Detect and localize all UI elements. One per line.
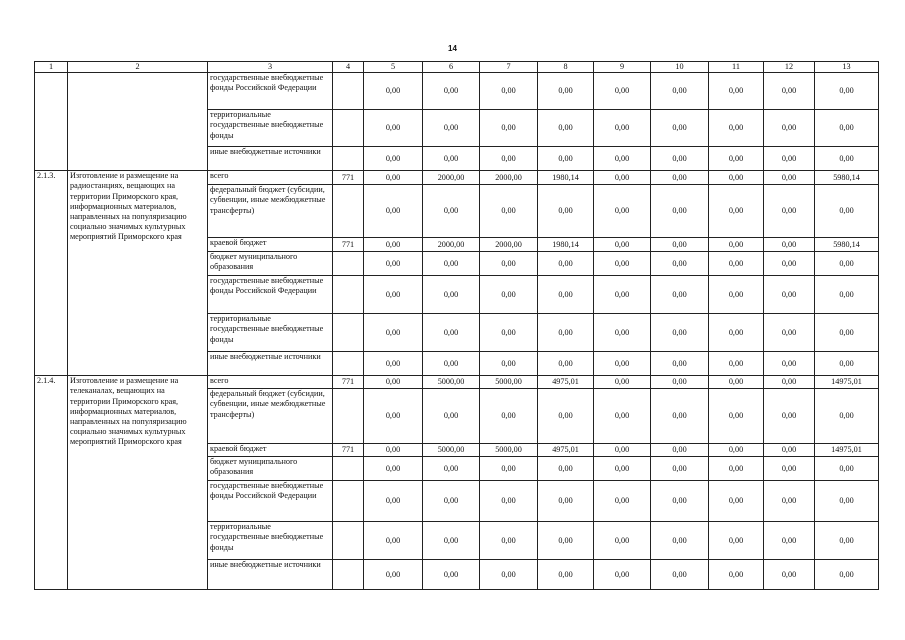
value-cell: 0,00 [480, 276, 538, 314]
header-cell: 7 [480, 62, 538, 73]
value-cell: 0,00 [709, 73, 764, 110]
code-cell [333, 481, 364, 522]
header-cell: 5 [364, 62, 423, 73]
value-cell: 2000,00 [480, 171, 538, 185]
value-cell: 0,00 [364, 185, 423, 238]
value-cell: 0,00 [764, 522, 815, 560]
value-cell: 0,00 [538, 110, 594, 147]
value-cell: 4975,01 [538, 444, 594, 457]
value-cell: 0,00 [423, 185, 480, 238]
value-cell: 0,00 [538, 352, 594, 376]
value-cell: 0,00 [651, 376, 709, 389]
value-cell: 0,00 [594, 314, 651, 352]
value-cell: 0,00 [815, 522, 879, 560]
value-cell: 0,00 [764, 560, 815, 590]
header-cell: 13 [815, 62, 879, 73]
funding-source-cell: всего [208, 171, 333, 185]
value-cell: 0,00 [651, 560, 709, 590]
value-cell: 0,00 [594, 73, 651, 110]
value-cell: 0,00 [594, 481, 651, 522]
value-cell: 0,00 [764, 252, 815, 276]
value-cell: 0,00 [423, 147, 480, 171]
value-cell: 0,00 [538, 314, 594, 352]
value-cell: 0,00 [651, 457, 709, 481]
value-cell: 0,00 [815, 252, 879, 276]
value-cell: 0,00 [364, 110, 423, 147]
value-cell: 0,00 [480, 147, 538, 171]
value-cell: 0,00 [594, 171, 651, 185]
code-cell: 771 [333, 444, 364, 457]
value-cell: 0,00 [364, 352, 423, 376]
funding-source-cell: краевой бюджет [208, 444, 333, 457]
value-cell: 0,00 [423, 314, 480, 352]
value-cell: 0,00 [764, 389, 815, 444]
funding-source-cell: краевой бюджет [208, 238, 333, 252]
value-cell: 0,00 [538, 481, 594, 522]
value-cell: 0,00 [764, 457, 815, 481]
value-cell: 0,00 [651, 238, 709, 252]
code-cell [333, 147, 364, 171]
value-cell: 0,00 [594, 110, 651, 147]
value-cell: 0,00 [480, 389, 538, 444]
value-cell: 0,00 [538, 560, 594, 590]
funding-source-cell: иные внебюджетные источники [208, 352, 333, 376]
value-cell: 0,00 [364, 560, 423, 590]
value-cell: 0,00 [709, 276, 764, 314]
value-cell: 0,00 [709, 444, 764, 457]
value-cell: 0,00 [651, 481, 709, 522]
value-cell: 0,00 [651, 276, 709, 314]
value-cell: 0,00 [594, 276, 651, 314]
budget-table [34, 61, 879, 590]
value-cell: 0,00 [594, 457, 651, 481]
header-cell: 6 [423, 62, 480, 73]
value-cell: 0,00 [538, 389, 594, 444]
value-cell: 0,00 [480, 481, 538, 522]
table-body [35, 62, 879, 590]
code-cell [333, 252, 364, 276]
funding-source-cell: бюджет муниципального образования [208, 457, 333, 481]
value-cell: 0,00 [651, 252, 709, 276]
value-cell: 2000,00 [423, 171, 480, 185]
value-cell: 5000,00 [480, 444, 538, 457]
value-cell: 14975,01 [815, 376, 879, 389]
value-cell: 0,00 [364, 314, 423, 352]
value-cell: 0,00 [538, 147, 594, 171]
value-cell: 0,00 [764, 110, 815, 147]
value-cell: 0,00 [594, 376, 651, 389]
table-row [35, 376, 879, 389]
value-cell: 0,00 [815, 457, 879, 481]
value-cell: 0,00 [651, 444, 709, 457]
value-cell: 0,00 [594, 238, 651, 252]
header-cell: 9 [594, 62, 651, 73]
value-cell: 0,00 [594, 560, 651, 590]
value-cell: 0,00 [709, 481, 764, 522]
value-cell: 0,00 [764, 238, 815, 252]
value-cell: 5980,14 [815, 171, 879, 185]
value-cell: 0,00 [423, 110, 480, 147]
measure-name-cell: Изготовление и размещение на телеканалах, вещающих на территории Приморского края, информационных материалов, направленных на популяризацию социально значимых культурных мероприятий Приморского края [68, 376, 208, 590]
value-cell: 0,00 [709, 171, 764, 185]
value-cell: 0,00 [364, 171, 423, 185]
code-cell [333, 389, 364, 444]
empty-name-cell [68, 73, 208, 171]
funding-source-cell: федеральный бюджет (субсидии, субвенции, иные межбюджетные трансферты) [208, 389, 333, 444]
value-cell: 0,00 [364, 238, 423, 252]
value-cell: 0,00 [594, 352, 651, 376]
value-cell: 0,00 [423, 560, 480, 590]
header-cell: 3 [208, 62, 333, 73]
funding-source-cell: территориальные государственные внебюджетные фонды [208, 314, 333, 352]
value-cell: 1980,14 [538, 238, 594, 252]
code-cell: 771 [333, 376, 364, 389]
value-cell: 0,00 [815, 185, 879, 238]
value-cell: 0,00 [423, 522, 480, 560]
funding-source-cell: государственные внебюджетные фонды Российской Федерации [208, 276, 333, 314]
value-cell: 0,00 [709, 147, 764, 171]
header-cell: 12 [764, 62, 815, 73]
value-cell: 0,00 [423, 457, 480, 481]
value-cell: 0,00 [651, 171, 709, 185]
value-cell: 0,00 [480, 457, 538, 481]
value-cell: 0,00 [709, 314, 764, 352]
funding-source-cell: федеральный бюджет (субсидии, субвенции, иные межбюджетные трансферты) [208, 185, 333, 238]
value-cell: 0,00 [538, 457, 594, 481]
measure-code-cell: 2.1.3. [35, 171, 68, 376]
code-cell [333, 276, 364, 314]
value-cell: 0,00 [538, 522, 594, 560]
value-cell: 0,00 [764, 147, 815, 171]
value-cell: 0,00 [815, 560, 879, 590]
code-cell: 771 [333, 238, 364, 252]
value-cell: 0,00 [364, 481, 423, 522]
header-cell: 1 [35, 62, 68, 73]
value-cell: 14975,01 [815, 444, 879, 457]
funding-source-cell: всего [208, 376, 333, 389]
page-number: 14 [448, 44, 457, 53]
value-cell: 0,00 [538, 252, 594, 276]
value-cell: 0,00 [364, 147, 423, 171]
value-cell: 0,00 [480, 110, 538, 147]
value-cell: 0,00 [651, 389, 709, 444]
value-cell: 0,00 [423, 73, 480, 110]
value-cell: 0,00 [815, 481, 879, 522]
value-cell: 0,00 [538, 73, 594, 110]
funding-source-cell: иные внебюджетные источники [208, 147, 333, 171]
value-cell: 0,00 [709, 389, 764, 444]
value-cell: 0,00 [815, 314, 879, 352]
measure-name-cell: Изготовление и размещение на радиостанциях, вещающих на территории Приморского края, информационных материалов, направленных на популяризацию социально значимых культурных мероприятий Приморского края [68, 171, 208, 376]
value-cell: 0,00 [709, 252, 764, 276]
header-cell: 10 [651, 62, 709, 73]
value-cell: 0,00 [815, 73, 879, 110]
value-cell: 0,00 [594, 147, 651, 171]
table-row [35, 171, 879, 185]
value-cell: 0,00 [815, 389, 879, 444]
value-cell: 0,00 [764, 73, 815, 110]
funding-source-cell: государственные внебюджетные фонды Российской Федерации [208, 481, 333, 522]
header-row [35, 62, 879, 73]
value-cell: 0,00 [651, 352, 709, 376]
value-cell: 0,00 [709, 457, 764, 481]
value-cell: 0,00 [364, 276, 423, 314]
value-cell: 0,00 [709, 522, 764, 560]
value-cell: 0,00 [709, 185, 764, 238]
funding-source-cell: государственные внебюджетные фонды Российской Федерации [208, 73, 333, 110]
funding-source-cell: территориальные государственные внебюджетные фонды [208, 522, 333, 560]
value-cell: 0,00 [423, 352, 480, 376]
value-cell: 5980,14 [815, 238, 879, 252]
value-cell: 0,00 [764, 185, 815, 238]
value-cell: 0,00 [480, 352, 538, 376]
header-cell: 8 [538, 62, 594, 73]
funding-source-cell: бюджет муниципального образования [208, 252, 333, 276]
value-cell: 0,00 [815, 147, 879, 171]
value-cell: 2000,00 [423, 238, 480, 252]
value-cell: 0,00 [764, 171, 815, 185]
value-cell: 0,00 [480, 185, 538, 238]
value-cell: 0,00 [364, 252, 423, 276]
value-cell: 0,00 [423, 389, 480, 444]
code-cell [333, 457, 364, 481]
value-cell: 1980,14 [538, 171, 594, 185]
code-cell: 771 [333, 171, 364, 185]
value-cell: 0,00 [709, 110, 764, 147]
value-cell: 0,00 [364, 522, 423, 560]
value-cell: 0,00 [480, 252, 538, 276]
value-cell: 0,00 [480, 522, 538, 560]
funding-source-cell: иные внебюджетные источники [208, 560, 333, 590]
value-cell: 0,00 [423, 276, 480, 314]
value-cell: 2000,00 [480, 238, 538, 252]
header-cell: 2 [68, 62, 208, 73]
value-cell: 0,00 [815, 110, 879, 147]
value-cell: 5000,00 [423, 444, 480, 457]
value-cell: 0,00 [709, 238, 764, 252]
value-cell: 0,00 [364, 376, 423, 389]
value-cell: 0,00 [594, 389, 651, 444]
value-cell: 0,00 [651, 185, 709, 238]
value-cell: 0,00 [423, 252, 480, 276]
code-cell [333, 110, 364, 147]
value-cell: 0,00 [538, 185, 594, 238]
value-cell: 0,00 [764, 481, 815, 522]
header-cell: 4 [333, 62, 364, 73]
value-cell: 0,00 [364, 457, 423, 481]
empty-code-cell [35, 73, 68, 171]
value-cell: 0,00 [651, 147, 709, 171]
value-cell: 0,00 [364, 73, 423, 110]
value-cell: 0,00 [764, 314, 815, 352]
funding-source-cell: территориальные государственные внебюджетные фонды [208, 110, 333, 147]
value-cell: 0,00 [815, 352, 879, 376]
value-cell: 0,00 [764, 444, 815, 457]
value-cell: 0,00 [709, 560, 764, 590]
value-cell: 0,00 [764, 352, 815, 376]
header-cell: 11 [709, 62, 764, 73]
measure-code-cell: 2.1.4. [35, 376, 68, 590]
value-cell: 0,00 [651, 110, 709, 147]
code-cell [333, 73, 364, 110]
value-cell: 0,00 [594, 444, 651, 457]
value-cell: 0,00 [815, 276, 879, 314]
value-cell: 0,00 [364, 389, 423, 444]
code-cell [333, 352, 364, 376]
code-cell [333, 314, 364, 352]
value-cell: 0,00 [709, 352, 764, 376]
value-cell: 0,00 [594, 252, 651, 276]
value-cell: 0,00 [480, 560, 538, 590]
value-cell: 0,00 [480, 73, 538, 110]
value-cell: 0,00 [709, 376, 764, 389]
value-cell: 0,00 [364, 444, 423, 457]
code-cell [333, 522, 364, 560]
code-cell [333, 185, 364, 238]
value-cell: 0,00 [764, 376, 815, 389]
value-cell: 5000,00 [480, 376, 538, 389]
value-cell: 0,00 [651, 73, 709, 110]
value-cell: 0,00 [480, 314, 538, 352]
value-cell: 0,00 [651, 314, 709, 352]
value-cell: 0,00 [594, 522, 651, 560]
value-cell: 0,00 [594, 185, 651, 238]
value-cell: 0,00 [651, 522, 709, 560]
code-cell [333, 560, 364, 590]
value-cell: 0,00 [423, 481, 480, 522]
value-cell: 0,00 [538, 276, 594, 314]
value-cell: 5000,00 [423, 376, 480, 389]
table-row [35, 73, 879, 110]
value-cell: 0,00 [764, 276, 815, 314]
value-cell: 4975,01 [538, 376, 594, 389]
